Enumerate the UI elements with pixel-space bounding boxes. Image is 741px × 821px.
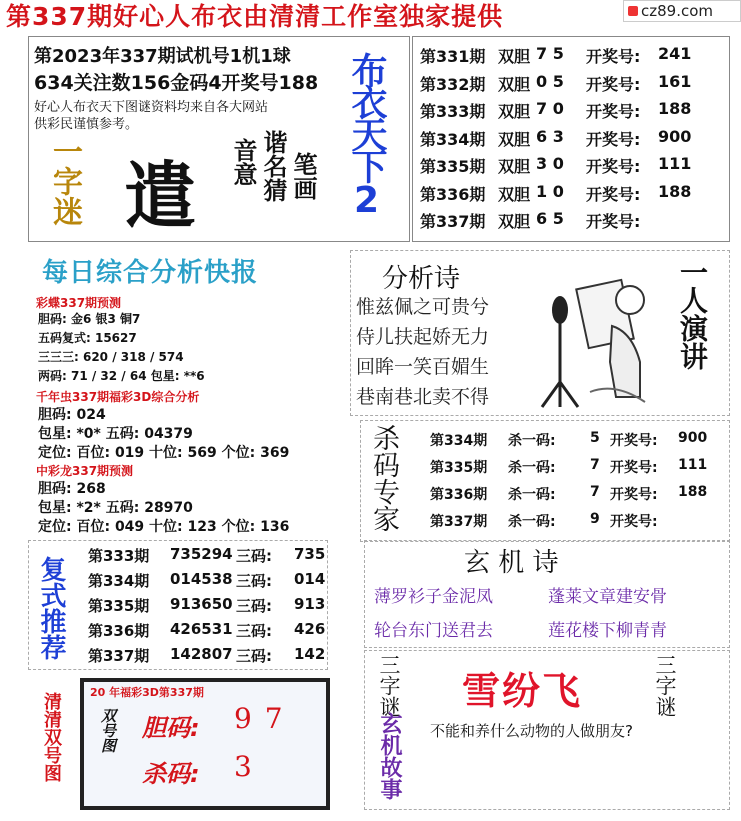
fushi-period: 第336期 [88, 622, 150, 640]
intro-note-2: 供彩民谨慎参考。 [34, 117, 139, 132]
fushi-number: 142 [294, 645, 326, 663]
history-digits: 6 5 [536, 209, 564, 228]
shuanghao-frame [80, 678, 330, 810]
fushi-label: 三码: [236, 647, 272, 665]
history-label: 双胆 [498, 102, 531, 121]
kill-digit: 7 [590, 457, 600, 473]
poem-side-label: 一人演讲 [676, 258, 709, 370]
caidie-line: 两码: 71 / 32 / 64 包星: **6 [38, 369, 205, 383]
kill-period: 第335期 [430, 460, 488, 476]
poem-title: 分析诗 [382, 264, 461, 294]
kill-digit: 7 [590, 484, 600, 500]
history-digits: 7 0 [536, 99, 564, 118]
zcl-line: 胆码: 268 [38, 481, 106, 497]
fushi-code: 735294 [170, 545, 233, 563]
history-row [420, 44, 720, 67]
history-label: 双胆 [498, 184, 531, 204]
history-digits: 0 5 [536, 71, 564, 91]
history-number: 241 [658, 44, 692, 63]
kill-label: 杀一码: [508, 460, 556, 476]
history-period: 第337期 [420, 212, 486, 231]
watermark-text: cz89.com [641, 2, 714, 20]
poem-line: 侍儿扶起娇无力 [356, 326, 490, 348]
xuanji-left-1: 薄罗衫子金泥凤 [374, 587, 493, 607]
sha-value: 3 [234, 750, 252, 783]
history-period: 第331期 [420, 47, 486, 66]
history-digits: 6 3 [536, 126, 564, 146]
fushi-row [88, 570, 334, 591]
kill-number [678, 511, 718, 531]
history-label: 双胆 [498, 47, 531, 66]
watermark-badge[interactable] [623, 0, 741, 22]
shuanghao-side: 双号图 [99, 708, 117, 753]
fushi-period: 第337期 [88, 647, 150, 665]
kill-label: 杀码专家 [368, 424, 399, 532]
kill-open-label: 开奖号: [610, 460, 658, 476]
kill-open-label: 开奖号: [610, 433, 658, 449]
zcl-title: 中彩龙337期预测 [36, 464, 134, 478]
history-digits: 1 0 [536, 181, 564, 201]
story-label: 玄机故事 [377, 712, 402, 800]
kill-row [430, 484, 718, 504]
history-row [420, 127, 720, 150]
shuanghao-header: 20 年福彩3D第337期 [90, 686, 204, 699]
history-period: 第334期 [420, 129, 486, 149]
caidie-line: 三三三: 620 / 318 / 574 [38, 350, 184, 364]
history-row [420, 72, 720, 95]
zcl-line: 包星: *2* 五码: 28970 [38, 500, 193, 516]
history-label: 双胆 [498, 212, 531, 231]
riddle-hint-col3: 音意 [229, 138, 257, 186]
caidie-line: 胆码: 金6 银3 铜7 [38, 312, 141, 326]
history-period: 第332期 [420, 74, 486, 94]
fushi-period: 第335期 [88, 597, 150, 615]
history-number: 900 [658, 126, 692, 146]
fushi-number: 735 [294, 545, 326, 563]
poem-line: 巷南巷北卖不得 [356, 386, 490, 408]
xuanji-right-1: 蓬莱文章建安骨 [548, 587, 667, 607]
sha-label: 杀码: [142, 760, 200, 788]
history-digits: 3 0 [536, 154, 564, 173]
history-open-label: 开奖号: [586, 102, 641, 121]
fushi-code: 014538 [170, 570, 233, 588]
kill-row [430, 511, 718, 531]
bottom-question: 不能和养什么动物的人做朋友? [430, 722, 633, 740]
fushi-label: 三码: [236, 547, 272, 565]
history-number: 188 [658, 99, 692, 118]
kill-number: 188 [678, 484, 708, 500]
fushi-number: 913 [294, 595, 326, 613]
kill-label: 杀一码: [508, 433, 556, 449]
history-number: 161 [658, 71, 692, 91]
kill-open-label: 开奖号: [610, 514, 658, 530]
riddle-main-char: 遣 [124, 153, 197, 238]
history-label: 双胆 [498, 74, 531, 94]
kill-period: 第336期 [430, 487, 488, 503]
bottom-riddle-left: 三字谜 [377, 654, 401, 717]
history-digits: 7 5 [536, 44, 564, 63]
history-number [658, 209, 708, 232]
fushi-number: 014 [294, 570, 326, 588]
history-period: 第336期 [420, 184, 486, 204]
page-title: 第337期好心人布衣由清清工作室独家提供 [6, 2, 504, 31]
zcl-line: 定位: 百位: 049 十位: 123 个位: 136 [38, 519, 290, 535]
fushi-number: 426 [294, 620, 326, 638]
fushi-code: 913650 [170, 595, 233, 613]
fushi-period: 第334期 [88, 572, 150, 590]
history-open-label: 开奖号: [586, 157, 641, 176]
dan-label: 胆码: [142, 714, 200, 742]
poem-line: 回眸一笑百媚生 [356, 356, 490, 378]
kill-digit: 9 [590, 511, 600, 527]
kill-digit: 5 [590, 430, 600, 446]
kill-number: 900 [678, 430, 708, 446]
kill-label: 杀一码: [508, 487, 556, 503]
shuanghao-inner [84, 682, 326, 806]
caidie-line: 五码复式: 15627 [38, 331, 137, 345]
history-row [420, 99, 720, 122]
daily-heading: 每日综合分析快报 [42, 258, 259, 288]
speaker-illustration [520, 262, 670, 412]
qnc-title: 千年虫337期福彩3D综合分析 [36, 390, 200, 404]
poem-line: 惟兹佩之可贵兮 [356, 296, 490, 318]
kill-row [430, 457, 718, 477]
qnc-line: 包星: *0* 五码: 04379 [38, 426, 193, 442]
kill-number: 111 [678, 457, 708, 473]
history-open-label: 开奖号: [586, 184, 641, 204]
qnc-line: 胆码: 024 [38, 407, 106, 423]
brand-vertical: 布衣天下2 [346, 52, 387, 217]
bottom-headline: 雪纷飞 [462, 669, 583, 713]
history-period: 第333期 [420, 102, 486, 121]
history-open-label: 开奖号: [586, 129, 641, 149]
fushi-row [88, 595, 334, 616]
riddle-hint-col1: 谐名猜 [259, 130, 287, 202]
intro-line-2: 634关注数156金码4开奖号188 [34, 72, 319, 94]
history-open-label: 开奖号: [586, 212, 641, 231]
history-number: 188 [658, 181, 692, 201]
kill-period: 第337期 [430, 514, 488, 530]
fushi-label: 三码: [236, 622, 272, 640]
history-row [420, 154, 720, 177]
history-period: 第335期 [420, 157, 486, 176]
fushi-label: 复式推荐 [36, 556, 66, 660]
fushi-period: 第333期 [88, 547, 150, 565]
kill-label: 杀一码: [508, 514, 556, 530]
history-label: 双胆 [498, 129, 531, 149]
intro-line-1: 第2023年337期试机号1机1球 [34, 46, 291, 67]
history-row [420, 182, 720, 205]
speaker-person-icon [576, 280, 645, 402]
site-logo-icon [628, 6, 638, 16]
riddle-hint-col2: 笔画 [289, 152, 317, 200]
caidie-title: 彩蝶337期预测 [36, 296, 122, 310]
xuanji-right-2: 莲花楼下柳青青 [548, 621, 667, 641]
xuanji-left-2: 轮台东门送君去 [374, 621, 493, 641]
fushi-label: 三码: [236, 572, 272, 590]
shuanghao-label: 清清双号图 [41, 692, 62, 782]
kill-open-label: 开奖号: [610, 487, 658, 503]
kill-row [430, 430, 718, 450]
fushi-row [88, 545, 334, 566]
intro-note-1: 好心人布衣天下图谜资料均来自各大网站 [34, 100, 269, 115]
fushi-code: 142807 [170, 645, 233, 663]
history-open-label: 开奖号: [586, 47, 641, 66]
fushi-row [88, 620, 334, 641]
xuanji-title: 玄 机 诗 [464, 548, 559, 578]
microphone-icon [542, 296, 578, 407]
history-number: 111 [658, 154, 692, 173]
history-open-label: 开奖号: [586, 74, 641, 94]
fushi-label: 三码: [236, 597, 272, 615]
dan-value: 9 7 [234, 702, 285, 735]
bottom-riddle-right: 三字谜 [653, 654, 677, 717]
fushi-row [88, 645, 334, 666]
kill-period: 第334期 [430, 433, 488, 449]
history-label: 双胆 [498, 157, 531, 176]
history-row [420, 209, 720, 232]
qnc-line: 定位: 百位: 019 十位: 569 个位: 369 [38, 445, 290, 461]
riddle-label: 一字迷 [47, 136, 82, 226]
fushi-code: 426531 [170, 620, 233, 638]
